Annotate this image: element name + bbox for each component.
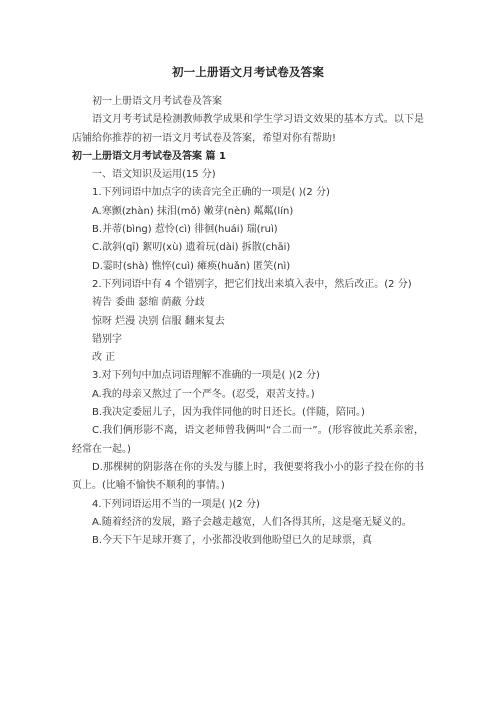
question-1: 1.下列词语中加点字的读音完全正确的一项是( )(2 分) [92, 187, 330, 199]
question-3: 3.对下列句中加点词语理解不准确的一项是( )(2 分) [92, 370, 320, 382]
table-label-wrong: 错别字 [92, 333, 122, 345]
document-body [72, 93, 424, 550]
option-4a: A.随着经济的发展，路子会越走越宽，人们各得其所，这是毫无疑义的。 [92, 516, 412, 528]
option-3a: A.我的母亲又熬过了一个严冬。(忍受，艰苦支持。) [92, 388, 315, 400]
option-3b: B.我决定委屈儿子，因为我伴同他的时日还长。(伴随，陪同。) [92, 407, 365, 419]
option-1c: C.歆斜(qī) 絮叨(xù) 遗着玩(dài) 拆散(chāi) [92, 242, 291, 254]
option-1d: D.霎时(shà) 憔悴(cuì) 瘫痪(huǎn) 匿笑(nì) [92, 260, 291, 272]
question-2: 2.下列词语中有 4 个错别字，把它们找出来填入表中，然后改正。(2 分) [92, 278, 412, 290]
section-heading: 初一上册语文月考试卷及答案 篇 1 [72, 150, 226, 162]
table-label-correct: 改 正 [92, 352, 116, 364]
question-4: 4.下列词语运用不当的一项是( )(2 分) [92, 498, 260, 510]
document-title: 初一上册语文月考试卷及答案 [171, 65, 325, 79]
paragraph-intro: 语文月考考试是检测教师教学成果和学生学习语文效果的基本方式。以下是店铺给你推荐的初一语文月考试卷及答案，希望对你有帮助! [72, 114, 424, 144]
option-1b: B.并蒂(bìng) 惹怜(cì) 徘徊(huái) 瑞(ruì) [92, 224, 278, 236]
part-heading: 一、语文知识及运用(15 分) [92, 169, 216, 181]
option-4b: B.今天下午足球开赛了，小张都没收到他盼望已久的足球票，真 [92, 535, 373, 547]
word-list-2: 惊呀 烂漫 决别 信服 翻来复去 [92, 315, 225, 327]
option-1a: A.寒颤(zhàn) 抹泪(mǒ) 嫩芽(nèn) 粼粼(lín) [92, 205, 294, 217]
option-3d: D.那棵树的阴影落在你的头发与膝上时，我便要将我小小的影子投在你的书页上。(比喻不愉快不顺利的事情。) [72, 461, 424, 492]
paragraph-subtitle: 初一上册语文月考试卷及答案 [92, 96, 222, 107]
option-3c: C.我们俩形影不离，语文老师曾我俩叫“合二而一”。(形容彼此关系亲密，经常在一起。) [72, 425, 424, 455]
word-list-1: 祷告 委曲 瑟缩 荫蔽 分歧 [92, 297, 205, 309]
